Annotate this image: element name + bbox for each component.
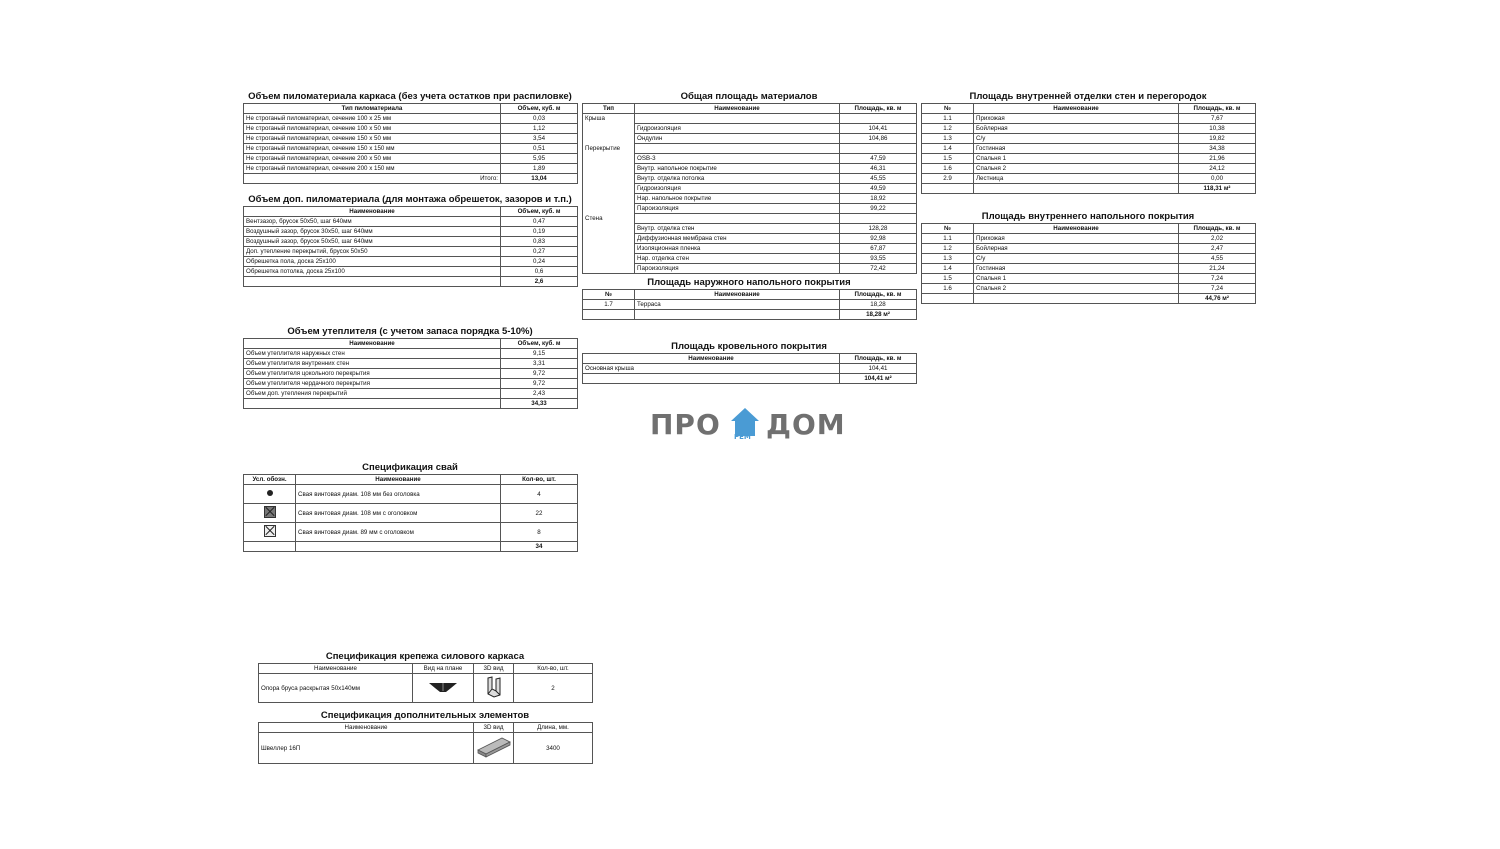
col-header: Объем, куб. м — [501, 104, 578, 114]
table-row: 1.4 Гостинная 34,38 — [922, 144, 1256, 154]
inner-floor-block — [921, 211, 1255, 304]
materials-area-block — [582, 91, 916, 274]
materials-area-table — [582, 103, 917, 274]
col-header: Наименование — [244, 339, 501, 349]
table-row: Не строганый пиломатериал, сечение 150 х 50 мм 3,54 — [244, 134, 578, 144]
table-row: Швеллер 16П 3400 — [259, 733, 593, 764]
materials-area-title: Общая площадь материалов — [680, 91, 818, 102]
table-row: 1.3 С/у 19,82 — [922, 134, 1256, 144]
col-header: № — [922, 224, 974, 234]
col-header: Тип пиломатериала — [244, 104, 501, 114]
table-row: Не строганый пиломатериал, сечение 200 х 50 мм 5,95 — [244, 154, 578, 164]
fasteners-spec-block — [258, 651, 592, 703]
table-row: Ондулин 104,86 — [583, 134, 917, 144]
pile-crossed-light-icon — [264, 525, 276, 537]
prodom-logo — [650, 404, 850, 444]
table-row: Основная крыша 104,41 — [583, 364, 917, 374]
total-row: 118,31 м² — [922, 184, 1256, 194]
piles-spec-title: Спецификация свай — [362, 462, 458, 473]
col-header: 3D вид — [474, 723, 514, 733]
col-header: Площадь, кв. м — [1179, 104, 1256, 114]
col-header: Наименование — [974, 104, 1179, 114]
logo-word-right: ДОМ — [766, 408, 846, 441]
col-header: Наименование — [583, 354, 840, 364]
col-header: Площадь, кв. м — [840, 354, 917, 364]
col-header: Наименование — [635, 290, 840, 300]
group-row: Крыша — [583, 114, 917, 124]
col-header: Наименование — [974, 224, 1179, 234]
table-row: 1.4 Гостинная 21,24 — [922, 264, 1256, 274]
total-row: 18,28 м² — [583, 310, 917, 320]
lumber-volume-title: Объем пиломатериала каркаса (без учета остатков при распиловке) — [248, 91, 572, 102]
table-row: Свая винтовая диам. 89 мм с оголовком 8 — [244, 523, 578, 542]
table-row: Внутр. напольное покрытие 46,31 — [583, 164, 917, 174]
table-row: 1.2 Бойлерная 2,47 — [922, 244, 1256, 254]
col-header: Длина, мм. — [514, 723, 593, 733]
col-header: Усл. обозн. — [244, 475, 296, 485]
col-header: Объем, куб. м — [501, 339, 578, 349]
col-header: Наименование — [259, 664, 413, 674]
total-row: 104,41 м² — [583, 374, 917, 384]
total-row: 44,76 м² — [922, 294, 1256, 304]
table-row: Доп. утепление перекрытий, брусок 50х50 0,27 — [244, 247, 578, 257]
wall-finish-title: Площадь внутренней отделки стен и перегородок — [969, 91, 1207, 102]
total-row: 34 — [244, 542, 578, 552]
piles-spec-block — [243, 462, 577, 552]
table-row: Воздушный зазор, брусок 30х50, шаг 640мм 0,19 — [244, 227, 578, 237]
table-row: Диффузионная мембрана стен 92,98 — [583, 234, 917, 244]
table-row: Свая винтовая диам. 108 мм без оголовка 4 — [244, 485, 578, 504]
table-row: 1.5 Спальня 1 21,96 — [922, 154, 1256, 164]
table-row: Гидроизоляция 49,59 — [583, 184, 917, 194]
extra-lumber-title: Объем доп. пиломатериала (для монтажа обрешеток, зазоров и т.п.) — [248, 194, 572, 205]
total-row: Итого: 13,04 — [244, 174, 578, 184]
outdoor-floor-table — [582, 289, 917, 320]
table-row: Объем утеплителя цокольного перекрытия 9,72 — [244, 369, 578, 379]
col-header: Тип — [583, 104, 635, 114]
table-row: Пароизоляция 99,22 — [583, 204, 917, 214]
col-header: Площадь, кв. м — [840, 290, 917, 300]
table-row: Нар. напольное покрытие 18,92 — [583, 194, 917, 204]
extra-elements-title: Спецификация дополнительных элементов — [320, 710, 530, 721]
fasteners-spec-title: Спецификация крепежа силового каркаса — [325, 651, 525, 662]
table-row: Внутр. отделка потолка 45,55 — [583, 174, 917, 184]
lumber-volume-block — [243, 91, 577, 184]
total-row: 34,33 — [244, 399, 578, 409]
group-row: Стена — [583, 214, 917, 224]
table-row: Объем утеплителя чердачного перекрытия 9,72 — [244, 379, 578, 389]
table-row: Опора бруса раскрытая 50х140мм 2 — [259, 674, 593, 703]
channel-3d-icon — [476, 736, 512, 758]
logo-word-left: ПРО — [650, 408, 721, 441]
extra-elements-block — [258, 710, 592, 764]
table-row: Изоляционная пленка 67,87 — [583, 244, 917, 254]
table-row: Пароизоляция 72,42 — [583, 264, 917, 274]
table-row: Не строганый пиломатериал, сечение 100 х 25 мм 0,03 — [244, 114, 578, 124]
extra-lumber-table — [243, 206, 578, 287]
inner-floor-title: Площадь внутреннего напольного покрытия — [981, 211, 1195, 222]
table-row: Объем доп. утепления перекрытий 2,43 — [244, 389, 578, 399]
col-header: № — [583, 290, 635, 300]
bracket-3d-icon — [485, 675, 503, 699]
table-row: 1.3 С/у 4,55 — [922, 254, 1256, 264]
table-row: 1.1 Прихожая 7,67 — [922, 114, 1256, 124]
table-row: 1.1 Прихожая 2,02 — [922, 234, 1256, 244]
roof-area-table — [582, 353, 917, 384]
outdoor-floor-block — [582, 277, 916, 320]
table-row: Вентзазор, брусок 50х50, шаг 640мм 0,47 — [244, 217, 578, 227]
table-row: 1.6 Спальня 2 24,12 — [922, 164, 1256, 174]
fasteners-spec-table — [258, 663, 593, 703]
pile-crossed-dark-icon — [264, 506, 276, 518]
table-row: Нар. отделка стен 93,55 — [583, 254, 917, 264]
table-row: Свая винтовая диам. 108 мм с оголовком 22 — [244, 504, 578, 523]
col-header: Кол-во, шт. — [514, 664, 593, 674]
col-header: Кол-во, шт. — [501, 475, 578, 485]
table-row: 2.9 Лестница 0,00 — [922, 174, 1256, 184]
roof-area-block — [582, 341, 916, 384]
col-header: Наименование — [296, 475, 501, 485]
insulation-table — [243, 338, 578, 409]
table-row: 1.2 Бойлерная 10,38 — [922, 124, 1256, 134]
outdoor-floor-title: Площадь наружного напольного покрытия — [647, 277, 851, 288]
logo-sub: РЕМ — [734, 433, 751, 441]
piles-spec-table — [243, 474, 578, 552]
table-row: Объем утеплителя наружных стен 9,15 — [244, 349, 578, 359]
table-row: 1.7 Терраса 18,28 — [583, 300, 917, 310]
extra-lumber-block — [243, 194, 577, 287]
table-row: OSB-3 47,59 — [583, 154, 917, 164]
table-row: Воздушный зазор, брусок 50х50, шаг 640мм 0,83 — [244, 237, 578, 247]
col-header: № — [922, 104, 974, 114]
table-row: 1.5 Спальня 1 7,24 — [922, 274, 1256, 284]
table-row: Не строганый пиломатериал, сечение 200 х 150 мм 1,89 — [244, 164, 578, 174]
table-row: 1.6 Спальня 2 7,24 — [922, 284, 1256, 294]
table-row: Гидроизоляция 104,41 — [583, 124, 917, 134]
col-header: Площадь, кв. м — [1179, 224, 1256, 234]
col-header: Наименование — [244, 207, 501, 217]
pile-dot-icon — [267, 490, 273, 496]
col-header: Площадь, кв. м — [840, 104, 917, 114]
wall-finish-table — [921, 103, 1256, 194]
table-row: Внутр. отделка стен 128,28 — [583, 224, 917, 234]
bracket-plan-icon — [429, 681, 457, 693]
col-header: Наименование — [259, 723, 474, 733]
col-header: Вид на плане — [413, 664, 474, 674]
col-header: Объем, куб. м — [501, 207, 578, 217]
col-header: 3D вид — [474, 664, 514, 674]
total-row: 2,6 — [244, 277, 578, 287]
table-row: Объем утеплителя внутренних стен 3,31 — [244, 359, 578, 369]
table-row: Не строганый пиломатериал, сечение 100 х 50 мм 1,12 — [244, 124, 578, 134]
col-header: Наименование — [635, 104, 840, 114]
lumber-volume-table — [243, 103, 578, 184]
inner-floor-table — [921, 223, 1256, 304]
insulation-title: Объем утеплителя (с учетом запаса порядка 5-10%) — [287, 326, 533, 337]
wall-finish-block — [921, 91, 1255, 194]
group-row: Перекрытие — [583, 144, 917, 154]
roof-area-title: Площадь кровельного покрытия — [671, 341, 827, 352]
table-row: Обрешетка пола, доска 25х100 0,24 — [244, 257, 578, 267]
table-row: Не строганый пиломатериал, сечение 150 х 150 мм 0,51 — [244, 144, 578, 154]
extra-elements-table — [258, 722, 593, 764]
insulation-block — [243, 326, 577, 409]
table-row: Обрешетка потолка, доска 25х100 0,6 — [244, 267, 578, 277]
